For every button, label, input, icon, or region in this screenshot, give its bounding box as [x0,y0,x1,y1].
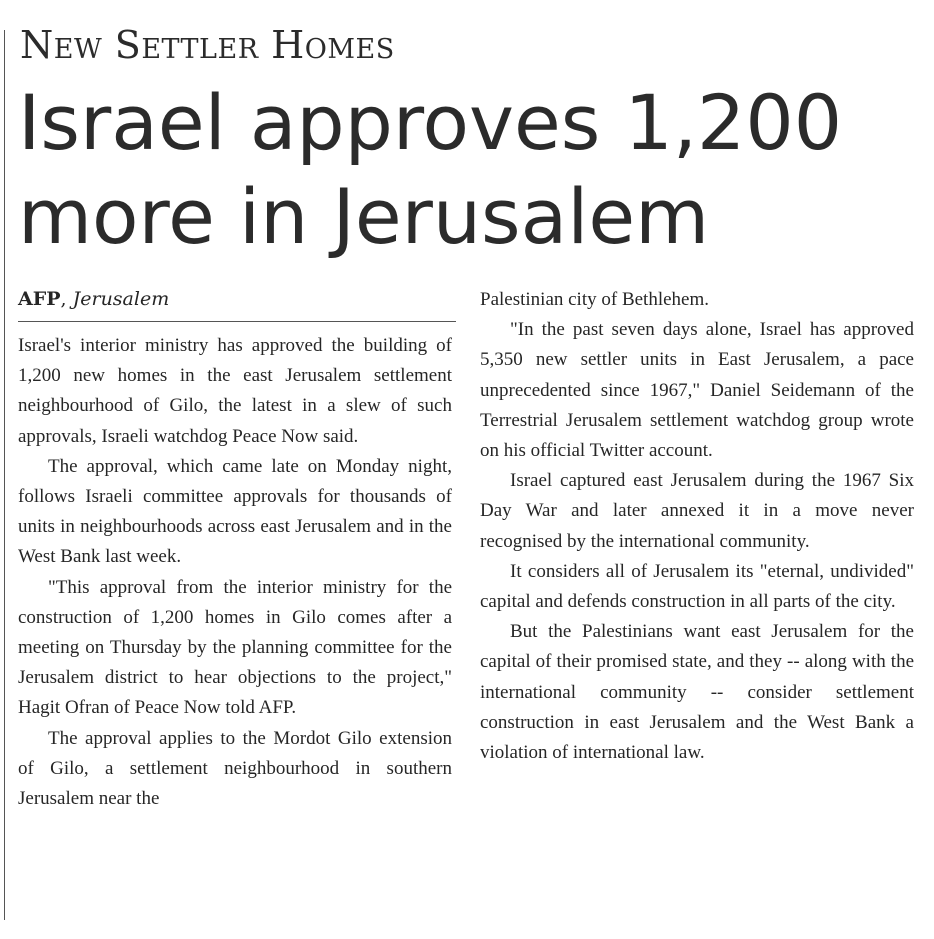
headline-line-1: Israel approves 1,200 [18,78,843,167]
column-rule [4,30,5,920]
article-column-2 [480,285,914,768]
kicker: New Settler Homes [20,23,395,67]
paragraph: Israel's interior ministry has approved the building of 1,200 new homes in the east Jerusalem settlement neighbourhood of Gilo, the latest in a slew of such approvals, Israeli watchdog Peace Now said. [18,335,452,447]
paragraph: Palestinian city of Bethlehem. [480,289,710,310]
paragraph: It considers all of Jerusalem its "eternal, undivided" capital and defends construction in all parts of the city. [480,560,914,613]
headline [18,76,928,264]
paragraph: The approval applies to the Mordot Gilo extension of Gilo, a settlement neighbourhood in southern Jerusalem near the [18,727,452,810]
byline: AFP, Jerusalem [18,288,170,310]
byline-place: Jerusalem [72,288,170,310]
paragraph: Israel captured east Jerusalem during the 1967 Six Day War and later annexed it in a move never recognised by the international community. [480,470,914,552]
byline-divider [18,321,456,322]
paragraph: But the Palestinians want east Jerusalem for the capital of their promised state, and they -- along with the international community -- consider settlement construction in east Jerusalem and the West Bank a violation of international law. [480,621,914,764]
paragraph: "In the past seven days alone, Israel has approved 5,350 new settler units in East Jerusalem, a pace unprecedented since 1967," Daniel Seidemann of the Terrestrial Jerusalem settlement watchdog group wrote on his official Twitter account. [480,319,914,462]
article-column-1 [18,331,452,814]
byline-agency: AFP [18,288,61,310]
paragraph: The approval, which came late on Monday night, follows Israeli committee approvals for thousands of units in neighbourhoods across east Jerusalem and in the West Bank last week. [18,455,452,568]
headline-line-2: more in Jerusalem [18,172,710,261]
paragraph: "This approval from the interior ministry for the construction of 1,200 homes in Gilo comes after a meeting on Thursday by the planning committee for the Jerusalem district to hear objections to the project," Hagit Ofran of Peace Now told AFP. [18,576,452,719]
